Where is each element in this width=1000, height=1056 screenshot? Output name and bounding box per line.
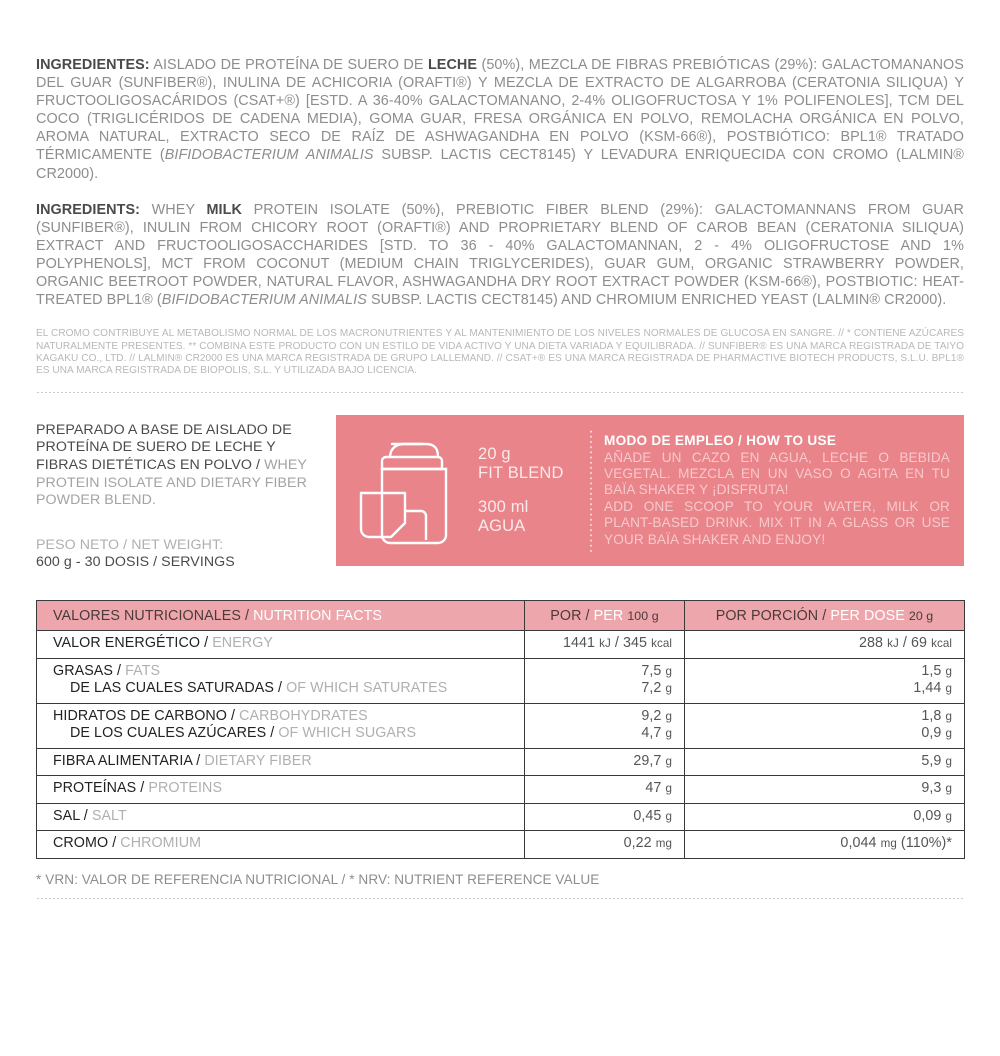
dose-instructions: [478, 445, 588, 535]
header-per-dose-unit: 20 g: [908, 608, 934, 623]
product-description-block: [36, 415, 336, 572]
row-sublabel: DE LOS CUALES AZÚCARES / OF WHICH SUGARS: [70, 725, 417, 741]
row-value-per-100g-5: 0,45 g: [525, 803, 685, 831]
row-label-1: [37, 658, 525, 703]
ingredients-english-label: INGREDIENTS:: [36, 201, 141, 218]
net-weight-label: PESO NETO / NET WEIGHT:: [36, 536, 224, 553]
row-label-es: VALOR ENERGÉTICO /: [53, 635, 209, 651]
row-value-per-dose-6: 0,044 mg (110%)*: [685, 831, 965, 859]
ingredients-english-italic: BIFIDOBACTERIUM ANIMALIS: [161, 292, 367, 309]
row-label-es: GRASAS /: [53, 662, 122, 679]
ingredients-english-allergen: MILK: [206, 201, 242, 218]
dose-product: FIT BLEND: [478, 463, 564, 482]
nutrition-facts-table: [36, 600, 965, 859]
row-label-es: CROMO /: [53, 835, 117, 851]
shaker-bottle-icon: [358, 431, 468, 549]
row-label-es: FIBRA ALIMENTARIA /: [53, 752, 201, 769]
net-weight-block: [36, 537, 326, 572]
row-value-per-100g-3: 29,7 g: [525, 748, 685, 776]
header-nutrition-facts: [37, 601, 525, 631]
legal-disclaimer: EL CROMO CONTRIBUYE AL METABOLISMO NORMAL DE LOS MACRONUTRIENTES Y AL MANTENIMIENTO DE LOS NIVELES NORMALES DE GLUCOSA EN SANGRE. // * CONTIENE AZÚCARES NATURALMENTE PRESENTES. ** COMBINA ESTE PRODUCTO CON UN ESTILO DE VIDA ACTIVO Y UNA DIETA VARIADA Y EQUILIBRADA. // SUNFIBER® ES UNA MARCA REGISTRADA DE TAIYO KAGAKU CO., LTD. // LALMIN® CR2000 ES UNA MARCA REGISTRADA DE GRUPO LALLEMAND. // CSAT+® ES UNA MARCA REGISTRADA DE PHARMACTIVE BIOTECH PRODUCTS, S.L.U. BPL1® ES UNA MARCA REGISTRADA DE BIOPOLIS, S.L. Y UTILIZADA BAJO LICENCIA.: [36, 328, 964, 377]
product-description: [36, 422, 326, 510]
ingredients-english-body-1: WHEY: [140, 201, 207, 218]
ingredients-spanish-body-3: SUBSP. LACTIS CECT8145) Y LEVADURA ENRIQUECIDA CON CROMO (LALMIN® CR2000).: [36, 147, 964, 182]
header-nutrition-facts-en: NUTRITION FACTS: [253, 607, 383, 624]
ingredients-english: [36, 201, 964, 310]
row-label-es: SAL /: [53, 807, 88, 824]
row-label-en: CARBOHYDRATES: [239, 707, 368, 724]
row-value-per-dose-0: 288 kJ / 69 kcal: [685, 631, 965, 659]
row-value-per-dose-4: 9,3 g: [685, 776, 965, 804]
usage-panel: [336, 415, 964, 566]
row-label-4: [37, 776, 525, 804]
ingredients-english-body-3: SUBSP. LACTIS CECT8145) AND CHROMIUM ENRICHED YEAST (LALMIN® CR2000).: [366, 292, 947, 309]
row-label-en: PROTEINS: [148, 780, 223, 796]
table-footnote: * VRN: VALOR DE REFERENCIA NUTRICIONAL / * NRV: NUTRIENT REFERENCE VALUE: [36, 871, 600, 887]
header-per-dose-en: PER DOSE: [830, 607, 905, 624]
row-value-per-dose-5: 0,09 g: [685, 803, 965, 831]
header-per-dose: [685, 601, 965, 631]
row-value-per-100g-0: 1441 kJ / 345 kcal: [525, 631, 685, 659]
how-to-use-title: MODO DE EMPLEO / HOW TO USE: [604, 432, 837, 448]
row-label-en: DIETARY FIBER: [204, 752, 312, 769]
water-amount: 300 ml: [478, 498, 529, 517]
how-to-use-text-en: ADD ONE SCOOP TO YOUR WATER, MILK OR PLANT-BASED DRINK. MIX IT IN A GLASS OR USE YOUR BAÏA SHAKER AND ENJOY!: [604, 498, 950, 547]
table-row: [37, 658, 965, 703]
table-row: [37, 831, 965, 859]
header-per-100g: [525, 601, 685, 631]
how-to-use-block: [604, 433, 964, 548]
header-per-100g-unit: 100 g: [627, 608, 659, 623]
row-label-en: CHROMIUM: [120, 835, 202, 851]
net-weight-value: 600 g - 30 DOSIS / SERVINGS: [36, 554, 235, 571]
ingredients-spanish-body-1: AISLADO DE PROTEÍNA DE SUERO DE: [149, 57, 428, 73]
row-value-per-dose-1: 1,5 g 1,44 g: [685, 658, 965, 703]
row-label-es: HIDRATOS DE CARBONO /: [53, 707, 236, 724]
water-label: AGUA: [478, 516, 526, 535]
row-value-per-100g-4: 47 g: [525, 776, 685, 804]
product-description-es: PREPARADO A BASE DE AISLADO DE PROTEÍNA DE SUERO DE LECHE Y FIBRAS DIETÉTICAS EN POLVO /: [36, 421, 292, 474]
how-to-use-text-es: AÑADE UN CAZO EN AGUA, LECHE O BEBIDA VEGETAL. MEZCLA EN UN VASO O AGITA EN TU BAÏA SHAKER Y ¡DISFRUTA!: [604, 449, 950, 498]
header-per-100g-es: POR /: [550, 607, 590, 624]
row-label-en: ENERGY: [212, 635, 273, 651]
row-value-per-100g-2: 9,2 g 4,7 g: [525, 703, 685, 748]
row-label-0: [37, 631, 525, 659]
divider-dotted-bottom: [36, 898, 964, 899]
divider-dotted-vertical: [590, 429, 592, 552]
ingredients-spanish-allergen: LECHE: [427, 57, 478, 73]
table-row: [37, 776, 965, 804]
row-label-en: SALT: [91, 807, 127, 824]
row-label-5: [37, 803, 525, 831]
row-label-3: [37, 748, 525, 776]
table-row: [37, 748, 965, 776]
ingredients-english-body-2: PROTEIN ISOLATE (50%), PREBIOTIC FIBER BLEND (29%): GALACTOMANNANS FROM GUAR (SUNFIBER®), INULIN FROM CHICORY ROOT (ORAFTI®) AND PROPRIETARY BLEND OF CAROB BEAN (CERATONIA SILIQUA) EXTRACT AND FRUCTOOLIGOSACCHARIDES [STD. TO 36 - 40% GALACTOMANNAN, 2 - 4% OLIGOFRUCTOSE AND 1% POLYPHENOLS], MCT FROM COCONUT (MEDIUM CHAIN TRIGLYCERIDES), GUAR GUM, ORGANIC STRAWBERRY POWDER, ORGANIC BEETROOT POWDER, NATURAL FLAVOR, ASHWAGANDHA DRY ROOT EXTRACT POWDER (KSM-66®), POSTBIOTIC: HEAT-TREATED BPL1® (: [36, 201, 964, 309]
header-per-dose-es: POR PORCIÓN /: [715, 607, 827, 624]
row-label-6: [37, 831, 525, 859]
row-value-per-dose-3: 5,9 g: [685, 748, 965, 776]
product-description-en: WHEY PROTEIN ISOLATE AND DIETARY FIBER POWDER BLEND.: [36, 457, 307, 509]
ingredients-spanish-label: INGREDIENTES:: [36, 57, 150, 73]
ingredients-spanish-italic: BIFIDOBACTERIUM ANIMALIS: [164, 147, 374, 164]
dose-amount: 20 g: [478, 445, 511, 464]
row-label-2: [37, 703, 525, 748]
table-row: [37, 803, 965, 831]
divider-dotted-top: [36, 392, 964, 393]
table-row: [37, 703, 965, 748]
row-label-en: FATS: [125, 662, 161, 679]
header-nutrition-facts-es: VALORES NUTRICIONALES /: [53, 607, 250, 624]
row-value-per-100g-1: 7,5 g 7,2 g: [525, 658, 685, 703]
table-header-row: [37, 601, 965, 631]
ingredients-spanish: [36, 56, 964, 183]
table-row: [37, 631, 965, 659]
ingredients-spanish-body-2: (50%), MEZCLA DE FIBRAS PREBIÓTICAS (29%): GALACTOMANANOS DEL GUAR (SUNFIBER®), INULINA DE ACHICORIA (ORAFTI®) Y MEZCLA DE EXTRACTO DE ALGARROBA (CERATONIA SILIQUA) Y FRUCTOOLIGOSACÁRIDOS (CSAT+®) [ESTD. A 36-40% GALACTOMANANO, 2-4% OLIGOFRUCTOSA Y 1% POLIFENOLES], TCM DEL COCO (TRIGLICÉRIDOS DE CADENA MEDIA), GOMA GUAR, FRESA ORGÁNICA EN POLVO, REMOLACHA ORGÁNICA EN POLVO, AROMA NATURAL, EXTRACTO SECO DE RAÍZ DE ASHWAGANDHA EN POLVO (KSM-66®), POSTBIÓTICO: BPL1® TRATADO TÉRMICAMENTE (: [36, 57, 964, 164]
row-label-es: PROTEÍNAS /: [53, 780, 145, 796]
row-sublabel: DE LAS CUALES SATURADAS / OF WHICH SATURATES: [70, 680, 448, 696]
product-usage-section: [36, 415, 964, 572]
row-value-per-dose-2: 1,8 g 0,9 g: [685, 703, 965, 748]
row-value-per-100g-6: 0,22 mg: [525, 831, 685, 859]
nutrition-label-page: [0, 56, 1000, 1056]
header-per-100g-en: PER: [593, 607, 624, 624]
